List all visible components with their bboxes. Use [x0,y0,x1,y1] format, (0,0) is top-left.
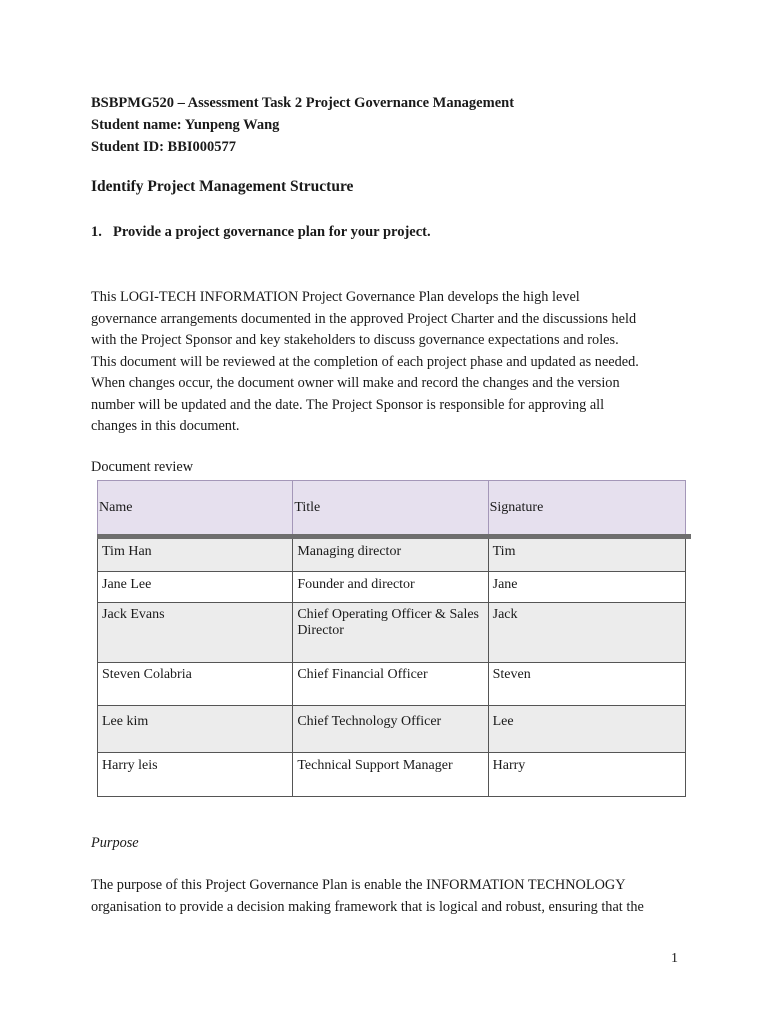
header-name: Name [98,481,293,536]
table-row [98,539,686,572]
cell-title: Managing director [293,539,488,572]
cell-signature: Lee [488,706,685,753]
cell-signature: Tim [488,539,685,572]
header-title: Title [293,481,488,536]
paragraph-line: governance arrangements documented in the approved Project Charter and the discussions held [91,310,637,327]
table-row [98,753,686,797]
cell-title: Technical Support Manager [293,753,488,797]
paragraph-line: This document will be reviewed at the completion of each project phase and updated as needed. [91,353,639,370]
question-1 [91,224,431,241]
cell-name: Jack Evans [98,603,293,663]
page-number: 1 [671,951,678,966]
paragraph-line: number will be updated and the date. The Project Sponsor is responsible for approving all [91,396,605,413]
purpose-paragraph [91,875,691,918]
paragraph-line: changes in this document. [91,418,240,434]
cell-signature: Jane [488,572,685,603]
header-signature: Signature [488,481,685,536]
cell-name: Tim Han [98,539,293,572]
table-header-divider [97,534,691,539]
cell-signature: Jack [488,603,685,663]
cell-title: Chief Technology Officer [293,706,488,753]
cell-name: Harry leis [98,753,293,797]
table-header-row [98,481,686,536]
cell-name: Jane Lee [98,572,293,603]
student-id: Student ID: BBI000577 [91,139,237,155]
paragraph-line: with the Project Sponsor and key stakeholders to discuss governance expectations and roles. [91,332,619,348]
table-row [98,663,686,706]
cell-signature: Steven [488,663,685,706]
purpose-heading: Purpose [91,835,139,851]
intro-paragraph [91,287,691,438]
table-row [98,572,686,603]
cell-title: Founder and director [293,572,488,603]
paragraph-line: The purpose of this Project Governance Plan is enable the INFORMATION TECHNOLOGY [91,877,626,893]
table-row [98,706,686,753]
cell-title: Chief Operating Officer & Sales Director [293,603,488,663]
student-name: Student name: Yunpeng Wang [91,117,280,133]
question-number: 1. [91,224,102,240]
paragraph-line: This LOGI-TECH INFORMATION Project Governance Plan develops the high level [91,289,580,305]
cell-name: Lee kim [98,706,293,753]
question-text: Provide a project governance plan for your project. [113,224,431,240]
table-row [98,603,686,663]
cell-signature: Harry [488,753,685,797]
document-review-table [97,480,686,797]
cell-title: Chief Financial Officer [293,663,488,706]
table-caption: Document review [91,459,194,475]
section-title: Identify Project Management Structure [91,178,354,195]
cell-name: Steven Colabria [98,663,293,706]
paragraph-line: organisation to provide a decision making framework that is logical and robust, ensuring that the [91,898,644,915]
assessment-title: BSBPMG520 – Assessment Task 2 Project Governance Management [91,95,515,111]
paragraph-line: When changes occur, the document owner will make and record the changes and the version [91,375,620,391]
